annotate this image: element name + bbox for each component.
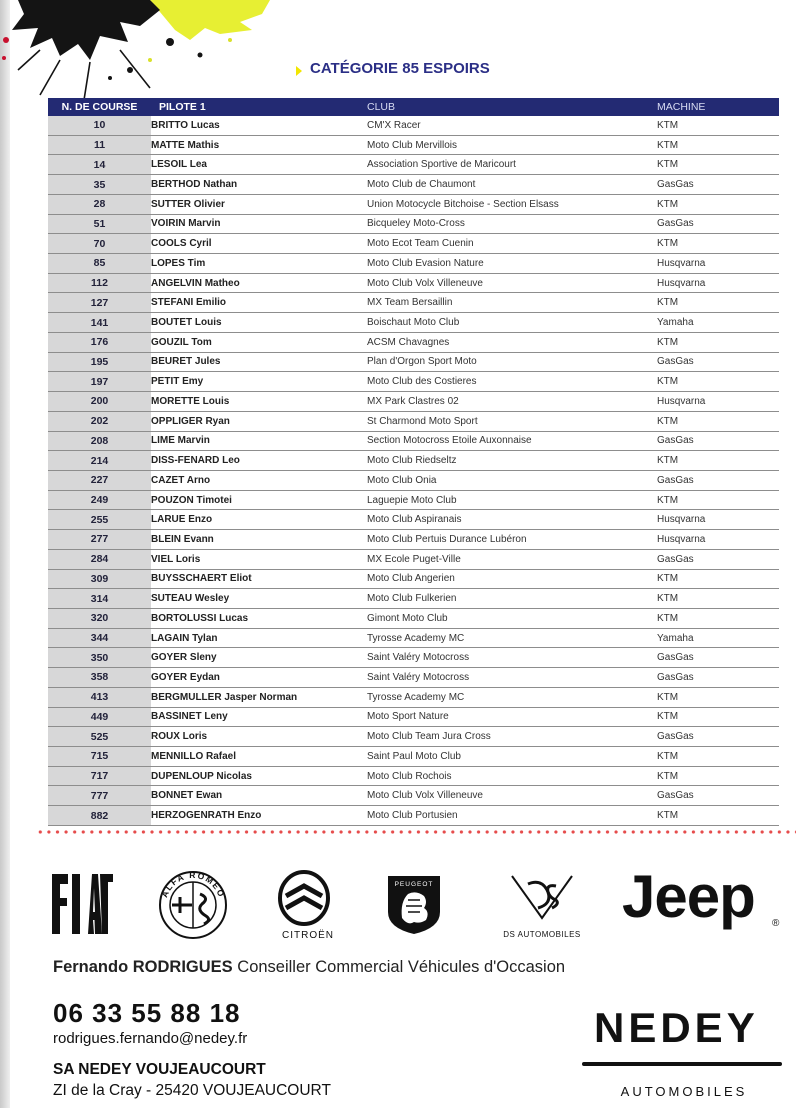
company-address: ZI de la Cray - 25420 VOUJEAUCOURT [53,1082,331,1099]
registered-mark: ® [772,918,779,929]
table-row [48,234,779,254]
table-row [48,589,779,609]
table-row [48,352,779,372]
table-row [48,569,779,589]
race-number: 200 [48,392,151,412]
page-edge [0,0,10,1108]
pilot-name: COOLS Cyril [151,234,367,254]
table-header-row [48,98,779,116]
alfa-romeo-logo [158,870,228,940]
race-number: 214 [48,451,151,471]
club-name: Plan d'Orgon Sport Moto [367,352,657,372]
contact-name: Fernando RODRIGUES [53,958,233,976]
race-number: 176 [48,332,151,352]
pilot-name: GOYER Sleny [151,648,367,668]
dotted-divider [36,830,796,834]
machine-brand: GasGas [657,470,779,490]
machine-brand: GasGas [657,431,779,451]
club-name: Moto Club Onia [367,470,657,490]
jeep-logo [622,862,779,931]
citroen-logo [272,870,336,941]
machine-brand: GasGas [657,648,779,668]
club-name: Moto Club des Costieres [367,372,657,392]
pilot-name: LIME Marvin [151,431,367,451]
contact-email: rodrigues.fernando@nedey.fr [53,1030,248,1047]
table-row [48,766,779,786]
race-number: 255 [48,510,151,530]
contact-line [53,958,565,977]
club-name: Saint Valéry Motocross [367,648,657,668]
machine-brand: KTM [657,747,779,767]
machine-brand: KTM [657,332,779,352]
table-row [48,549,779,569]
machine-brand: KTM [657,234,779,254]
table-row [48,194,779,214]
race-number: 195 [48,352,151,372]
pilot-name: BLEIN Evann [151,530,367,550]
svg-text:ALFA ROMEO: ALFA ROMEO [159,870,227,900]
table-row [48,313,779,333]
peugeot-logo [384,872,444,941]
pilot-name: BRITTO Lucas [151,116,367,135]
club-name: Boischaut Moto Club [367,313,657,333]
pilot-name: LARUE Enzo [151,510,367,530]
club-name: Moto Club Angerien [367,569,657,589]
machine-brand: KTM [657,411,779,431]
club-name: Saint Paul Moto Club [367,747,657,767]
paint-splash-decoration [0,0,280,110]
machine-brand: Yamaha [657,313,779,333]
race-number: 85 [48,254,151,274]
header-club: CLUB [367,98,657,116]
ds-automobiles-wordmark: DS AUTOMOBILES [503,930,581,939]
machine-brand: GasGas [657,786,779,806]
pilot-name: BERGMULLER Jasper Norman [151,687,367,707]
table-row [48,648,779,668]
header-pilot: PILOTE 1 [151,98,367,116]
citroen-wordmark: CITROËN [282,930,334,941]
table-row [48,707,779,727]
table-row [48,687,779,707]
club-name: Laguepie Moto Club [367,490,657,510]
pilot-name: PETIT Emy [151,372,367,392]
table-row [48,411,779,431]
table-row [48,451,779,471]
club-name: Moto Club Team Jura Cross [367,727,657,747]
pilot-name: STEFANI Emilio [151,293,367,313]
header-machine: MACHINE [657,98,779,116]
pilot-name: VOIRIN Marvin [151,214,367,234]
pilot-name: BUYSSCHAERT Eliot [151,569,367,589]
race-number: 249 [48,490,151,510]
machine-brand: KTM [657,490,779,510]
machine-brand: KTM [657,806,779,826]
svg-text:PEUGEOT: PEUGEOT [394,881,434,888]
race-number: 112 [48,273,151,293]
table-row [48,530,779,550]
pilot-name: ROUX Loris [151,727,367,747]
club-name: Section Motocross Etoile Auxonnaise [367,431,657,451]
race-number: 70 [48,234,151,254]
table-row [48,372,779,392]
nedey-logo: NEDEY [594,1004,759,1051]
club-name: Moto Club Fulkerien [367,589,657,609]
yellow-marker-icon [296,66,302,76]
club-name: Tyrosse Academy MC [367,628,657,648]
table-row [48,490,779,510]
pilot-name: OPPLIGER Ryan [151,411,367,431]
race-number: 35 [48,175,151,195]
machine-brand: KTM [657,766,779,786]
machine-brand: KTM [657,155,779,175]
club-name: Association Sportive de Maricourt [367,155,657,175]
race-number: 14 [48,155,151,175]
club-name: Moto Club Riedseltz [367,451,657,471]
machine-brand: GasGas [657,214,779,234]
table-row [48,727,779,747]
race-number: 777 [48,786,151,806]
table-row [48,628,779,648]
machine-brand: GasGas [657,549,779,569]
table-row [48,668,779,688]
club-name: ACSM Chavagnes [367,332,657,352]
header-race-number: N. DE COURSE [48,98,151,116]
pilot-name: BORTOLUSSI Lucas [151,608,367,628]
race-number: 197 [48,372,151,392]
fiat-logo [50,870,114,943]
machine-brand: GasGas [657,175,779,195]
category-title: CATÉGORIE 85 ESPOIRS [310,60,490,77]
pilot-name: SUTTER Olivier [151,194,367,214]
club-name: Moto Ecot Team Cuenin [367,234,657,254]
race-number: 51 [48,214,151,234]
machine-brand: GasGas [657,668,779,688]
table-row [48,392,779,412]
race-number: 882 [48,806,151,826]
machine-brand: KTM [657,608,779,628]
machine-brand: KTM [657,687,779,707]
club-name: Saint Valéry Motocross [367,668,657,688]
table-row [48,273,779,293]
pilot-name: SUTEAU Wesley [151,589,367,609]
race-number: 277 [48,530,151,550]
club-name: Gimont Moto Club [367,608,657,628]
race-number: 358 [48,668,151,688]
pilot-name: MATTE Mathis [151,135,367,155]
race-number: 141 [48,313,151,333]
club-name: Moto Club Portusien [367,806,657,826]
machine-brand: KTM [657,707,779,727]
club-name: Moto Club Volx Villeneuve [367,786,657,806]
pilot-name: BEURET Jules [151,352,367,372]
machine-brand: Husqvarna [657,254,779,274]
club-name: Moto Club Mervillois [367,135,657,155]
pilot-name: DUPENLOUP Nicolas [151,766,367,786]
machine-brand: KTM [657,451,779,471]
race-number: 344 [48,628,151,648]
machine-brand: Husqvarna [657,530,779,550]
club-name: Moto Club Aspiranais [367,510,657,530]
club-name: Moto Club Volx Villeneuve [367,273,657,293]
race-number: 227 [48,470,151,490]
race-number: 10 [48,116,151,135]
club-name: Moto Club Rochois [367,766,657,786]
club-name: MX Team Bersaillin [367,293,657,313]
machine-brand: KTM [657,293,779,313]
race-number: 449 [48,707,151,727]
table-row [48,293,779,313]
club-name: CM'X Racer [367,116,657,135]
machine-brand: KTM [657,116,779,135]
nedey-logo-subtitle: AUTOMOBILES [620,1084,748,1099]
machine-brand: KTM [657,135,779,155]
race-number: 350 [48,648,151,668]
club-name: Moto Club de Chaumont [367,175,657,195]
club-name: Union Motocycle Bitchoise - Section Elsass [367,194,657,214]
race-number: 715 [48,747,151,767]
machine-brand: Husqvarna [657,273,779,293]
race-number: 525 [48,727,151,747]
club-name: Moto Club Pertuis Durance Lubéron [367,530,657,550]
race-number: 208 [48,431,151,451]
pilot-name: VIEL Loris [151,549,367,569]
table-row [48,135,779,155]
pilot-name: MENNILLO Rafael [151,747,367,767]
pilot-name: BOUTET Louis [151,313,367,333]
club-name: Tyrosse Academy MC [367,687,657,707]
nedey-logo-underline [582,1062,782,1066]
club-name: St Charmond Moto Sport [367,411,657,431]
race-number: 28 [48,194,151,214]
pilot-name: CAZET Arno [151,470,367,490]
table-row [48,332,779,352]
machine-brand: KTM [657,589,779,609]
race-number: 127 [48,293,151,313]
club-name: MX Ecole Puget-Ville [367,549,657,569]
riders-table [48,98,779,826]
club-name: Moto Club Evasion Nature [367,254,657,274]
contact-role: Conseiller Commercial Véhicules d'Occasion [237,958,566,976]
table-row [48,747,779,767]
table-row [48,510,779,530]
pilot-name: POUZON Timotei [151,490,367,510]
contact-phone: 06 33 55 88 18 [53,998,241,1028]
table-row [48,786,779,806]
pilot-name: DISS-FENARD Leo [151,451,367,471]
race-number: 717 [48,766,151,786]
table-row [48,116,779,135]
machine-brand: KTM [657,372,779,392]
race-number: 320 [48,608,151,628]
table-row [48,806,779,826]
table-row [48,214,779,234]
machine-brand: KTM [657,194,779,214]
race-number: 202 [48,411,151,431]
pilot-name: BERTHOD Nathan [151,175,367,195]
pilot-name: BASSINET Leny [151,707,367,727]
pilot-name: ANGELVIN Matheo [151,273,367,293]
race-number: 11 [48,135,151,155]
pilot-name: MORETTE Louis [151,392,367,412]
machine-brand: Yamaha [657,628,779,648]
race-number: 413 [48,687,151,707]
ds-automobiles-logo [492,870,592,939]
race-number: 314 [48,589,151,609]
machine-brand: GasGas [657,727,779,747]
table-row [48,431,779,451]
table-row [48,155,779,175]
machine-brand: GasGas [657,352,779,372]
table-row [48,175,779,195]
pilot-name: LESOIL Lea [151,155,367,175]
pilot-name: LAGAIN Tylan [151,628,367,648]
pilot-name: LOPES Tim [151,254,367,274]
machine-brand: Husqvarna [657,392,779,412]
race-number: 309 [48,569,151,589]
club-name: Moto Sport Nature [367,707,657,727]
pilot-name: HERZOGENRATH Enzo [151,806,367,826]
svg-text:FIAT: FIAT [82,936,85,937]
race-number: 284 [48,549,151,569]
table-row [48,254,779,274]
table-row [48,470,779,490]
machine-brand: Husqvarna [657,510,779,530]
club-name: Bicqueley Moto-Cross [367,214,657,234]
company-name: SA NEDEY VOUJEAUCOURT [53,1061,266,1078]
machine-brand: KTM [657,569,779,589]
jeep-wordmark: Jeep [622,863,755,930]
club-name: MX Park Clastres 02 [367,392,657,412]
pilot-name: GOYER Eydan [151,668,367,688]
pilot-name: BONNET Ewan [151,786,367,806]
table-row [48,608,779,628]
pilot-name: GOUZIL Tom [151,332,367,352]
